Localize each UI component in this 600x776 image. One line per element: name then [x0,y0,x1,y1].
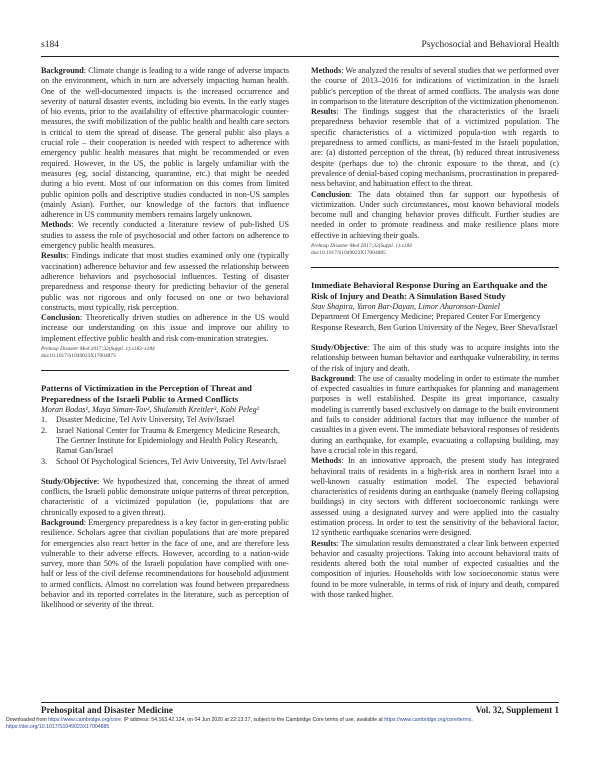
volume-info: Vol. 32, Supplement 1 [475,705,559,715]
article-title: Immediate Behavioral Response During an Earthquake and the Risk of Injury and Death: A Simulation Based Study [311,280,548,302]
article-divider [41,370,289,371]
section-text: : The aim of this study was to acquire insights into the relationship between human behavior and earthquake vulnerability, in terms of the risk of injury and death. [311,342,559,373]
section-text: : We analyzed the results of several studies that we performed over the course of 2013–2016 for indications of victimization in the Israeli public's perception of the threat of armed conflicts. The analysis was done in comparison to the literature description of the victimization phenomenon. [311,66,559,106]
section-text: : Emergency preparedness is a key factor in gen-erating public resilience. Scholars agree that civilian populations that are more prepared for emergencies also react better in the face of one, and are therefore less vulnerable to their adverse effects. However, according to a nation-wide survey, more than 50% of the Israeli population have complied with one-half or less of the civil defense recommendations for household adjustment to armed conflicts. Almost no correlation was found between preparedness behavior and its reported correlates in the literature, such as perception of likelihood or severity of the threat. [41,517,289,610]
article-title: Patterns of Victimization in the Perception of Threat and Preparedness of the Israeli Public to Armed Conflicts [41,383,252,405]
spacer [311,333,559,343]
abstract-methods [311,456,559,538]
section-text: : Theoretically driven studies on adherence in the US would increase our understanding on this issue and improve our ability to implement effective public health and risk com-munication strategies. [41,313,289,343]
section-text: : Climate change is leading to a wide range of adverse impacts on the environment, which in turn are adversely impacting human health. One of the well-documented impacts is the increased occurrence and severity of natural disaster events, including bio events. In the early stages of bio events, prior to the availability of effective pharmacologic counter-measures, the swift mobilization of the public health and health care sectors is critical to stem the spread of disease. The general public also plays a crucial role – their cooperation is needed with respect to adherence with emergency public health measures that might be recommended or even required. However, in the US, the public is largely unfamiliar with the measures (eg, social distancing, quarantine, etc.) that might be needed during a bio event. Most of our information on this comes from limited public opinion polls and descriptive studies conducted in non-US samples (mainly Asian). Further, our knowledge of the factors that influence adherence in US community members remains largely unknown. [41,66,289,220]
terms-link[interactable]: https://www.cambridge.org/core/terms [384,717,472,723]
affiliation-item: 2. Israel National Center for Trauma & Emergency Medicine Research, The Gertner Institute for Epidemiology and Health Policy Research, Ramat Gan/Israel [41,425,280,456]
section-text: : The findings suggest that the characteristics of the Israeli preparedness behavior resemble that of a victimized population. The specific characteristics of a victimized popula-tion with regards to preparedness to armed conflicts, as mani-fested in the Israeli population, are: (a) distorted perception of the threat, (b) reduced threat intrusiveness despite (perhaps due to) the chronic exposure to the threat, and (c) prevalence of denial-based coping mechanisms, procrastination in prepared-ness behavior, and habituation effect to the threat. [311,107,559,189]
abstract-results [311,539,559,601]
abstract-conclusion [41,313,289,344]
section-text: : We recently conducted a literature review of pub-lished US studies to assess the role of psychosocial and other factors on adherence to emergency public health measures. [41,220,289,251]
cambridge-core-link[interactable]: https://www.cambridge.org/core [48,717,121,723]
section-label: Results [311,107,337,117]
page-number: s184 [41,40,59,50]
abstract-results [41,251,289,313]
page-header [41,40,559,54]
citation: Prehosp Disaster Med 2017;32(Suppl. 1):s184 [311,243,412,250]
doi-link[interactable]: doi:10.1017/S1049023X17004873 [41,353,116,360]
abstract-results [311,107,559,189]
right-column [311,66,559,600]
doi-link[interactable]: doi:10.1017/S1049023X17004885 [311,250,386,257]
section-label: Methods [311,456,342,466]
download-notice: Downloaded from https://www.cambridge.org/core. IP address: 54.163.42.124, on 04 Jun 2020 at 22:13:27, subject to the Cambridge Core terms of use, available at https://www.cambridge.org/core/terms. https://doi.org/10.1017/S1049023X17004885 [6,717,473,730]
affiliation-item: 3. School Of Psychological Sciences, Tel Aviv University, Tel Aviv/Israel [41,456,287,466]
journal-name: Prehospital and Disaster Medicine [41,705,173,715]
abstract-conclusion [311,190,559,241]
section-text: : In an innovative approach, the present study has integrated behavioral traits of residents in a high-risk area in northern Israel into a well-known casualty estimation model. The expected behavioral characteristics of residents during an earthquake (namely fleeing collapsing buildings) in city sectors with different socioeconomic rankings were assessed using a designated survey and were applied into the casualty estimation process. In order to test the sensitivity of the behavioral factor, 12 synthetic earthquake scenarios were designed. [311,456,559,538]
abstract-objective [41,477,289,518]
section-label: Background [311,373,354,383]
footer-rule [41,702,559,703]
abstract-methods [41,220,289,251]
running-title: Psychosocial and Behavioral Health [421,40,559,50]
article-affiliation: Department Of Emergency Medicine; Prepared Center For Emergency Response Research, Ben Gurion University of the Negev, Beer Sheva/Israel [311,312,558,332]
spacer [41,467,289,477]
section-label: Conclusion [41,313,80,323]
section-label: Background [41,66,84,75]
header-rule [41,56,559,57]
doi-url-link[interactable]: https://doi.org/10.1017/S1049023X17004885 [6,724,110,730]
section-text: : The data obtained thus far support our hypothesis of victimization. Under such circumstances, most known behavioral models become null and changing behavior proves difficult. Further studies are needed in order to promote readiness and make resilience plans more effective in achieving their goals. [311,189,559,240]
section-label: Study/Objective [311,342,367,352]
section-text: : Findings indicate that most studies examined only one (typically vaccination) adherence behavior and few assessed the relationship between adherence behaviors and psychosocial influences. Testing of disaster preparedness and response theory for predicting behavior of the general public was not rigorous and only focused on one or two behavioral constructs, most typically, risk perception. [41,251,289,312]
section-label: Results [311,538,337,548]
section-label: Study/Objective [41,476,97,486]
abstract-background [311,374,559,456]
affiliation-list [41,415,289,466]
section-text: : The simulation results demonstrated a clear link between expected behavior and casualty projections. Taking into account behavioral traits of residents altered both the total number of expected casualties and the composition of injuries. Households with low socioeconomic status were found to be more vulnerable, in terms of risk of injury and death, compared with those ranked higher. [311,538,559,600]
section-text: : The use of casualty modeling in order to estimate the number of expected casualties in future earthquakes for planning and management purposes is well established. Despite its great importance, casualty modeling is currently based exclusively on damage to the built environment and fails to consider additional factors that may influence the number of casualties in a given event. The immediate behavioral responses of residents during an earthquake, for example, evacuating a collapsing building, may have a crucial role in this regard. [311,373,559,455]
section-label: Background [41,517,84,527]
abstract-background [41,66,289,220]
page-footer [41,705,559,715]
section-label: Methods [41,220,72,230]
article-divider [311,267,559,268]
abstract-methods [311,66,559,107]
abstract-objective [311,343,559,374]
section-text: : We hypothesized that, concerning the threat of armed conflicts, the Israeli public demonstrate unique patterns of threat perception, characteristic of a victimized population (ie, populations that are chronically exposed to a given threat). [41,476,289,517]
citation: Prehosp Disaster Med 2017;32(Suppl. 1):s183–s184 [41,346,155,353]
section-label: Results [41,251,67,261]
article-authors: Moran Bodas¹, Maya Siman-Tov², Shulamith Kreitler³, Kobi Peleg² [41,405,260,415]
left-column [41,66,289,611]
article-authors: Stav Shapira, Yaron Bar-Dayan, Limor Aharonson-Daniel [311,302,501,312]
section-label: Methods [311,66,342,75]
abstract-background [41,518,289,611]
section-label: Conclusion [311,189,350,199]
affiliation-item: 1. Disaster Medicine, Tel Aviv University, Tel Aviv/Israel [41,415,235,425]
